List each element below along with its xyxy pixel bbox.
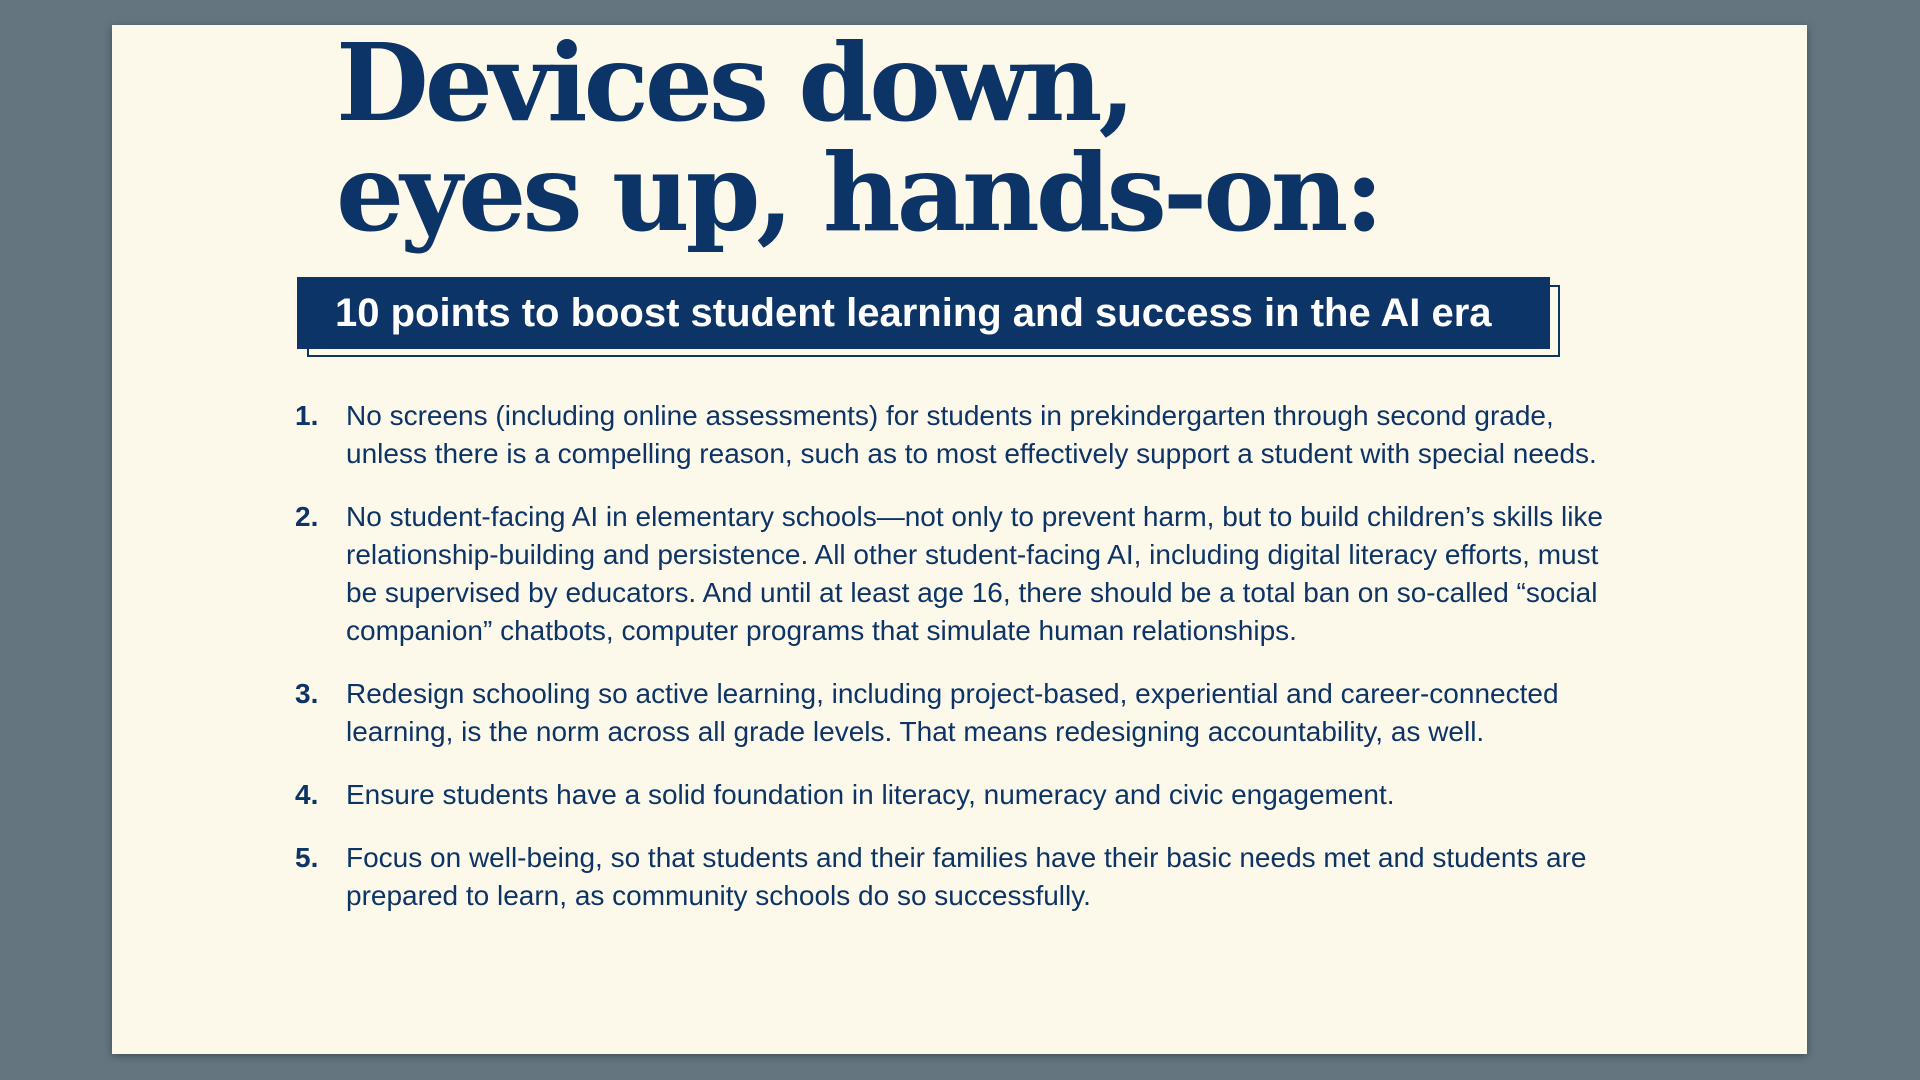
point-text: Ensure students have a solid foundation in literacy, numeracy and civic engagement.	[346, 779, 1395, 810]
point-text: Redesign schooling so active learning, including project-based, experiential and career-connected learning, is the norm across all grade levels. That means redesigning accountability, as well.	[346, 678, 1559, 747]
list-item	[295, 675, 1725, 751]
point-number: 5.	[295, 842, 319, 873]
point-text: No screens (including online assessments) for students in prekindergarten through second grade, unless there is a compelling reason, such as to most effectively support a student with special needs.	[346, 400, 1597, 469]
point-number: 2.	[295, 501, 319, 532]
title-line-1: Devices down,	[336, 25, 1132, 146]
document-page	[112, 25, 1807, 1054]
list-item	[295, 498, 1725, 650]
list-item	[295, 397, 1725, 473]
points-list	[295, 397, 1725, 940]
list-item	[295, 776, 1725, 814]
point-number: 1.	[295, 400, 319, 431]
title-line-2: eyes up, hands-on:	[336, 131, 1380, 256]
point-text: No student-facing AI in elementary schools—not only to prevent harm, but to build children’s skills like relationship-building and persistence. All other student-facing AI, including digital literacy efforts, must be supervised by educators. And until at least age 16, there should be a total ban on so-called “social companion” chatbots, computer programs that simulate human relationships.	[346, 501, 1604, 646]
point-number: 3.	[295, 678, 319, 709]
banner-text: 10 points to boost student learning and success in the AI era	[335, 290, 1492, 335]
point-number: 4.	[295, 779, 319, 810]
list-item	[295, 839, 1725, 915]
point-text: Focus on well-being, so that students and their families have their basic needs met and students are prepared to learn, as community schools do so successfully.	[346, 842, 1587, 911]
page-title	[336, 25, 1380, 256]
banner-box	[297, 277, 1550, 349]
subtitle-banner	[297, 277, 1560, 357]
